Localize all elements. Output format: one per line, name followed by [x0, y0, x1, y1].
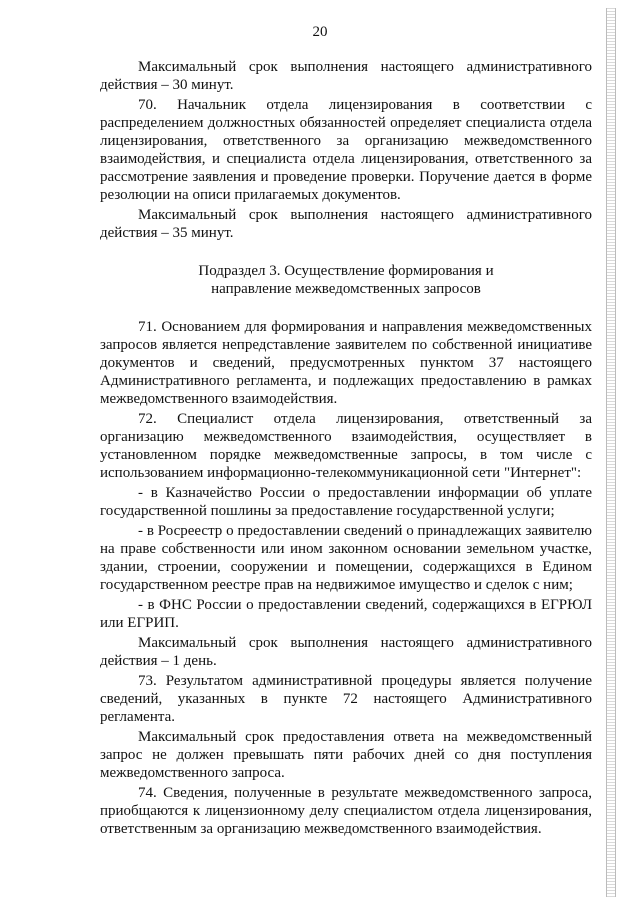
list-item-rosreestr: - в Росреестр о предоставлении сведений о принадлежащих заявителю на праве собственности или ином законном основании земельном участке, здании, строении, сооружении и помещении, содержащихся в Едином государственном реестре прав на недвижимое имущество и сделок с ним; [100, 523, 592, 593]
list-item-fns: - в ФНС России о предоставлении сведений, содержащихся в ЕГРЮЛ или ЕГРИП. [100, 597, 592, 631]
section-title [100, 262, 592, 298]
section-title-line-2: направление межведомственных запросов [211, 281, 481, 297]
paragraph-max-time-35: Максимальный срок выполнения настоящего административного действия – 35 минут. [100, 207, 592, 241]
document-body [100, 58, 592, 840]
section-title-line-1: Подраздел 3. Осуществление формирования и [198, 263, 494, 279]
paragraph-70: 70. Начальник отдела лицензирования в соответствии с распределением должностных обязанностей определяет специалиста отдела лицензирования, ответственного за организацию межведомственного взаимодействия, и специалиста отдела лицензирования, ответственного за рассмотрение заявления и проведение проверки. Поручение дается в форме резолюции на описи прилагаемых документов. [100, 97, 592, 203]
paragraph-71: 71. Основанием для формирования и направления межведомственных запросов является непредставление заявителем по собственной инициативе документов и сведений, предусмотренных пунктом 37 настоящего Административного регламента, и подлежащих предоставлению в рамках межведомственного взаимодействия. [100, 319, 592, 407]
paragraph-72: 72. Специалист отдела лицензирования, ответственный за организацию межведомственного взаимодействия, осуществляет в установленном порядке межведомственные запросы, в том числе с использованием информационно-телекоммуникационной сети "Интернет": [100, 411, 592, 481]
paragraph-response-time: Максимальный срок предоставления ответа на межведомственный запрос не должен превышать пяти рабочих дней со дня поступления межведомственного запроса. [100, 729, 592, 781]
scan-edge-strip [606, 8, 616, 897]
paragraph-max-time-30: Максимальный срок выполнения настоящего административного действия – 30 минут. [100, 59, 592, 93]
paragraph-max-time-1-day: Максимальный срок выполнения настоящего административного действия – 1 день. [100, 635, 592, 669]
page-number: 20 [312, 24, 328, 40]
list-item-treasury: - в Казначейство России о предоставлении информации об уплате государственной пошлины за предоставление государственной услуги; [100, 485, 592, 519]
paragraph-73: 73. Результатом административной процедуры является получение сведений, указанных в пункте 72 настоящего Административного регламента. [100, 673, 592, 725]
paragraph-74: 74. Сведения, полученные в результате межведомственного запроса, приобщаются к лицензионному делу специалистом отдела лицензирования, ответственным за организацию межведомственного взаимодействия. [100, 785, 592, 837]
